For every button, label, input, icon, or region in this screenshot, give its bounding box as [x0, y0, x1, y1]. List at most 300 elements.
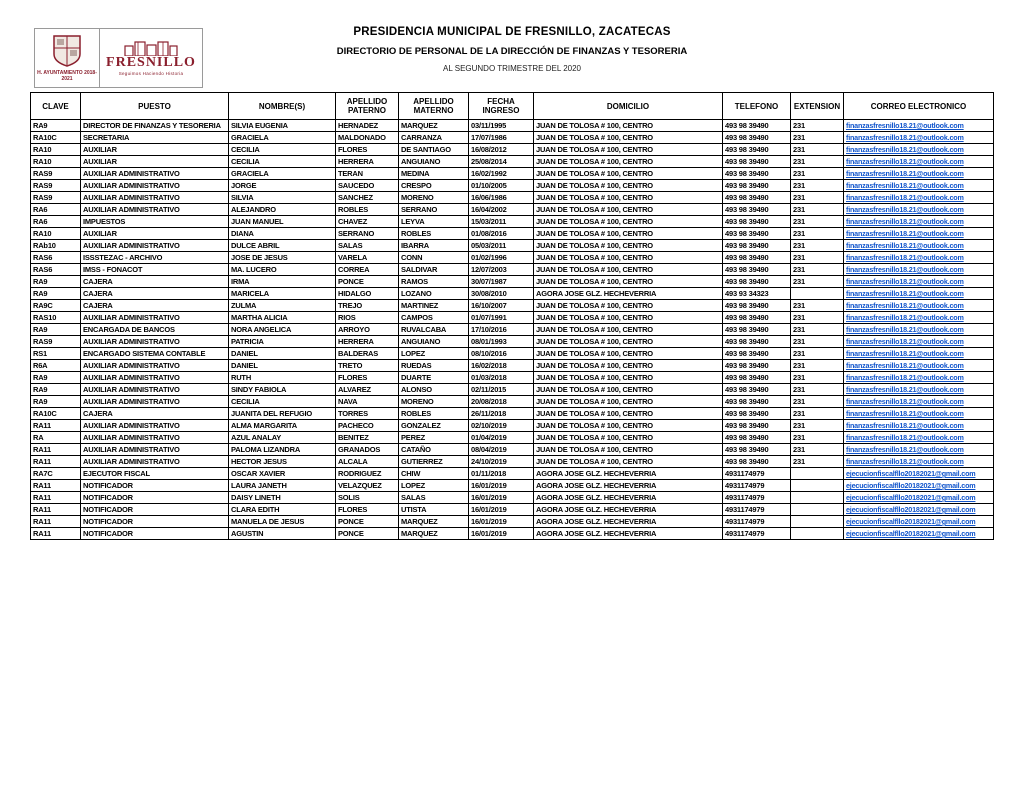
- table-row: [31, 120, 994, 132]
- cell-extension: [791, 492, 844, 504]
- email-link[interactable]: finanzasfresnillo18.21@outlook.com: [846, 457, 964, 466]
- cell-fecha-ingreso: 30/08/2010: [469, 288, 534, 300]
- table-row: [31, 396, 994, 408]
- cell-domicilio: JUAN DE TOLOSA # 100, CENTRO: [534, 372, 723, 384]
- cell-extension: 231: [791, 156, 844, 168]
- cell-clave: RA11: [31, 492, 81, 504]
- cell-apellido-materno: MARQUEZ: [399, 516, 469, 528]
- cell-puesto: AUXILIAR ADMINISTRATIVO: [81, 336, 229, 348]
- email-link[interactable]: finanzasfresnillo18.21@outlook.com: [846, 193, 964, 202]
- cell-telefono: 493 98 39490: [723, 372, 791, 384]
- cell-fecha-ingreso: 26/11/2018: [469, 408, 534, 420]
- cell-clave: RAS6: [31, 264, 81, 276]
- cell-apellido-materno: ANGUIANO: [399, 336, 469, 348]
- cell-telefono: 493 98 39490: [723, 408, 791, 420]
- cell-puesto: NOTIFICADOR: [81, 504, 229, 516]
- cell-correo: [844, 468, 994, 480]
- cell-clave: RAS6: [31, 252, 81, 264]
- cell-puesto: CAJERA: [81, 300, 229, 312]
- cell-apellido-materno: MEDINA: [399, 168, 469, 180]
- cell-extension: 231: [791, 372, 844, 384]
- cell-extension: 231: [791, 456, 844, 468]
- cell-domicilio: JUAN DE TOLOSA # 100, CENTRO: [534, 204, 723, 216]
- cell-domicilio: JUAN DE TOLOSA # 100, CENTRO: [534, 324, 723, 336]
- table-row: [31, 372, 994, 384]
- email-link[interactable]: finanzasfresnillo18.21@outlook.com: [846, 169, 964, 178]
- cell-nombres: IRMA: [229, 276, 336, 288]
- cell-nombres: CECILIA: [229, 156, 336, 168]
- table-row: [31, 276, 994, 288]
- cell-telefono: 493 98 39490: [723, 312, 791, 324]
- cell-apellido-materno: MARQUEZ: [399, 120, 469, 132]
- cell-nombres: MANUELA DE JESUS: [229, 516, 336, 528]
- email-link[interactable]: finanzasfresnillo18.21@outlook.com: [846, 229, 964, 238]
- cell-clave: RA9: [31, 288, 81, 300]
- cell-nombres: DANIEL: [229, 348, 336, 360]
- cell-nombres: DANIEL: [229, 360, 336, 372]
- cell-apellido-materno: ANGUIANO: [399, 156, 469, 168]
- cell-correo: [844, 396, 994, 408]
- cell-telefono: 493 98 39490: [723, 240, 791, 252]
- cell-correo: [844, 264, 994, 276]
- cell-domicilio: JUAN DE TOLOSA # 100, CENTRO: [534, 276, 723, 288]
- email-link[interactable]: ejecucionfiscalfllo20182021@gmail.com: [846, 505, 976, 514]
- cell-correo: [844, 432, 994, 444]
- cell-apellido-materno: LOPEZ: [399, 348, 469, 360]
- cell-nombres: DAISY LINETH: [229, 492, 336, 504]
- cell-extension: [791, 288, 844, 300]
- email-link[interactable]: finanzasfresnillo18.21@outlook.com: [846, 265, 964, 274]
- cell-apellido-paterno: HIDALGO: [336, 288, 399, 300]
- cell-apellido-paterno: TERAN: [336, 168, 399, 180]
- cell-apellido-materno: PEREZ: [399, 432, 469, 444]
- cell-telefono: 493 98 39490: [723, 144, 791, 156]
- email-link[interactable]: finanzasfresnillo18.21@outlook.com: [846, 385, 964, 394]
- cell-apellido-paterno: ALCALA: [336, 456, 399, 468]
- email-link[interactable]: finanzasfresnillo18.21@outlook.com: [846, 157, 964, 166]
- cell-puesto: DIRECTOR DE FINANZAS Y TESORERIA: [81, 120, 229, 132]
- cell-apellido-paterno: SOLIS: [336, 492, 399, 504]
- cell-clave: RA11: [31, 516, 81, 528]
- cell-fecha-ingreso: 16/01/2019: [469, 528, 534, 540]
- table-row: [31, 528, 994, 540]
- cell-puesto: AUXILIAR: [81, 228, 229, 240]
- cell-correo: [844, 384, 994, 396]
- cell-puesto: AUXILIAR ADMINISTRATIVO: [81, 192, 229, 204]
- cell-apellido-paterno: ARROYO: [336, 324, 399, 336]
- cell-nombres: SILVIA EUGENIA: [229, 120, 336, 132]
- cell-telefono: 493 98 39490: [723, 276, 791, 288]
- cell-puesto: AUXILIAR: [81, 156, 229, 168]
- cell-fecha-ingreso: 16/08/2012: [469, 144, 534, 156]
- cell-puesto: AUXILIAR ADMINISTRATIVO: [81, 180, 229, 192]
- cell-correo: [844, 132, 994, 144]
- cell-apellido-paterno: VARELA: [336, 252, 399, 264]
- cell-extension: 231: [791, 276, 844, 288]
- cell-domicilio: AGORA JOSE GLZ. HECHEVERRIA: [534, 528, 723, 540]
- column-header-nombres: NOMBRE(S): [229, 93, 336, 120]
- email-link[interactable]: finanzasfresnillo18.21@outlook.com: [846, 421, 964, 430]
- cell-apellido-paterno: SALAS: [336, 240, 399, 252]
- cell-fecha-ingreso: 01/03/2018: [469, 372, 534, 384]
- email-link[interactable]: finanzasfresnillo18.21@outlook.com: [846, 373, 964, 382]
- cell-apellido-materno: RAMOS: [399, 276, 469, 288]
- cell-telefono: 4931174979: [723, 492, 791, 504]
- table-row: [31, 324, 994, 336]
- email-link[interactable]: finanzasfresnillo18.21@outlook.com: [846, 445, 964, 454]
- cell-domicilio: AGORA JOSE GLZ. HECHEVERRIA: [534, 504, 723, 516]
- cell-fecha-ingreso: 01/02/1996: [469, 252, 534, 264]
- cell-telefono: 493 98 39490: [723, 420, 791, 432]
- cell-clave: RA11: [31, 444, 81, 456]
- cell-apellido-paterno: SERRANO: [336, 228, 399, 240]
- cell-apellido-paterno: FLORES: [336, 372, 399, 384]
- cell-puesto: AUXILIAR ADMINISTRATIVO: [81, 384, 229, 396]
- cell-fecha-ingreso: 17/10/2016: [469, 324, 534, 336]
- cell-telefono: 4931174979: [723, 528, 791, 540]
- cell-apellido-materno: CHIW: [399, 468, 469, 480]
- cell-apellido-paterno: PACHECO: [336, 420, 399, 432]
- cell-clave: RA9: [31, 120, 81, 132]
- table-row: [31, 384, 994, 396]
- email-link[interactable]: finanzasfresnillo18.21@outlook.com: [846, 145, 964, 154]
- cell-clave: RA11: [31, 528, 81, 540]
- cell-apellido-materno: CRESPO: [399, 180, 469, 192]
- cell-correo: [844, 324, 994, 336]
- cell-domicilio: JUAN DE TOLOSA # 100, CENTRO: [534, 180, 723, 192]
- email-link[interactable]: ejecucionfiscalfllo20182021@gmail.com: [846, 469, 976, 478]
- cell-telefono: 493 98 39490: [723, 348, 791, 360]
- cell-apellido-paterno: ROBLES: [336, 204, 399, 216]
- cell-extension: 231: [791, 204, 844, 216]
- cell-nombres: ZULMA: [229, 300, 336, 312]
- cell-extension: [791, 528, 844, 540]
- cell-extension: 231: [791, 324, 844, 336]
- table-row: [31, 492, 994, 504]
- cell-telefono: 493 98 39490: [723, 216, 791, 228]
- cell-clave: RA11: [31, 420, 81, 432]
- cell-apellido-paterno: PONCE: [336, 516, 399, 528]
- email-link[interactable]: ejecucionfiscalfllo20182021@gmail.com: [846, 517, 976, 526]
- cell-clave: RAS9: [31, 180, 81, 192]
- cell-extension: [791, 480, 844, 492]
- cell-nombres: SINDY FABIOLA: [229, 384, 336, 396]
- cell-correo: [844, 516, 994, 528]
- email-link[interactable]: finanzasfresnillo18.21@outlook.com: [846, 181, 964, 190]
- cell-clave: RA11: [31, 456, 81, 468]
- cell-puesto: AUXILIAR ADMINISTRATIVO: [81, 360, 229, 372]
- cell-extension: 231: [791, 264, 844, 276]
- cell-puesto: IMSS - FONACOT: [81, 264, 229, 276]
- table-row: [31, 456, 994, 468]
- cell-apellido-materno: GONZALEZ: [399, 420, 469, 432]
- column-header-domicilio: DOMICILIO: [534, 93, 723, 120]
- email-link[interactable]: finanzasfresnillo18.21@outlook.com: [846, 397, 964, 406]
- table-row: [31, 420, 994, 432]
- cell-puesto: IMPUESTOS: [81, 216, 229, 228]
- cell-extension: 231: [791, 228, 844, 240]
- cell-clave: RA6: [31, 204, 81, 216]
- cell-fecha-ingreso: 16/01/2019: [469, 516, 534, 528]
- cell-apellido-materno: DE SANTIAGO: [399, 144, 469, 156]
- coat-of-arms-caption: H. AYUNTAMIENTO 2018-2021: [37, 70, 97, 82]
- cell-telefono: 493 98 39490: [723, 432, 791, 444]
- cell-fecha-ingreso: 08/10/2016: [469, 348, 534, 360]
- cell-telefono: 493 98 39490: [723, 396, 791, 408]
- cell-correo: [844, 180, 994, 192]
- cell-extension: 231: [791, 168, 844, 180]
- cell-nombres: ALEJANDRO: [229, 204, 336, 216]
- email-link[interactable]: finanzasfresnillo18.21@outlook.com: [846, 433, 964, 442]
- cell-clave: RA10: [31, 156, 81, 168]
- cell-telefono: 493 98 39490: [723, 360, 791, 372]
- cell-fecha-ingreso: 16/06/1986: [469, 192, 534, 204]
- cell-domicilio: JUAN DE TOLOSA # 100, CENTRO: [534, 168, 723, 180]
- cell-correo: [844, 492, 994, 504]
- cell-correo: [844, 216, 994, 228]
- email-link[interactable]: finanzasfresnillo18.21@outlook.com: [846, 205, 964, 214]
- email-link[interactable]: ejecucionfiscalfllo20182021@gmail.com: [846, 529, 976, 538]
- cell-domicilio: JUAN DE TOLOSA # 100, CENTRO: [534, 228, 723, 240]
- cell-apellido-paterno: GRANADOS: [336, 444, 399, 456]
- cell-apellido-materno: RUVALCABA: [399, 324, 469, 336]
- cell-apellido-materno: SERRANO: [399, 204, 469, 216]
- cell-fecha-ingreso: 01/08/2016: [469, 228, 534, 240]
- cell-telefono: 493 98 39490: [723, 336, 791, 348]
- email-link[interactable]: finanzasfresnillo18.21@outlook.com: [846, 217, 964, 226]
- cell-domicilio: JUAN DE TOLOSA # 100, CENTRO: [534, 120, 723, 132]
- cell-telefono: 493 98 39490: [723, 120, 791, 132]
- cell-domicilio: JUAN DE TOLOSA # 100, CENTRO: [534, 348, 723, 360]
- cell-extension: 231: [791, 120, 844, 132]
- cell-correo: [844, 420, 994, 432]
- cell-correo: [844, 240, 994, 252]
- table-row: [31, 216, 994, 228]
- cell-correo: [844, 456, 994, 468]
- email-link[interactable]: finanzasfresnillo18.21@outlook.com: [846, 241, 964, 250]
- email-link[interactable]: finanzasfresnillo18.21@outlook.com: [846, 253, 964, 262]
- cell-correo: [844, 204, 994, 216]
- cell-telefono: 493 98 39490: [723, 156, 791, 168]
- cell-fecha-ingreso: 02/10/2019: [469, 420, 534, 432]
- cell-domicilio: JUAN DE TOLOSA # 100, CENTRO: [534, 264, 723, 276]
- cell-nombres: AGUSTIN: [229, 528, 336, 540]
- cell-clave: RA10: [31, 144, 81, 156]
- cell-telefono: 493 98 39490: [723, 192, 791, 204]
- cell-telefono: 4931174979: [723, 516, 791, 528]
- table-row: [31, 312, 994, 324]
- cell-clave: RA9: [31, 384, 81, 396]
- cell-nombres: NORA ANGELICA: [229, 324, 336, 336]
- page-period: AL SEGUNDO TRIMESTRE DEL 2020: [443, 64, 581, 73]
- table-row: [31, 360, 994, 372]
- cell-puesto: NOTIFICADOR: [81, 528, 229, 540]
- cell-domicilio: JUAN DE TOLOSA # 100, CENTRO: [534, 408, 723, 420]
- cell-apellido-paterno: RODRIGUEZ: [336, 468, 399, 480]
- cell-puesto: AUXILIAR ADMINISTRATIVO: [81, 240, 229, 252]
- cell-clave: RAS10: [31, 312, 81, 324]
- cell-nombres: DULCE ABRIL: [229, 240, 336, 252]
- cell-clave: RA10C: [31, 408, 81, 420]
- cell-apellido-materno: LEYVA: [399, 216, 469, 228]
- column-header-puesto: PUESTO: [81, 93, 229, 120]
- cell-extension: 231: [791, 396, 844, 408]
- cell-clave: RS1: [31, 348, 81, 360]
- cell-clave: RAS9: [31, 168, 81, 180]
- cell-puesto: CAJERA: [81, 276, 229, 288]
- cell-domicilio: JUAN DE TOLOSA # 100, CENTRO: [534, 396, 723, 408]
- cell-apellido-materno: GUTIERREZ: [399, 456, 469, 468]
- cell-apellido-paterno: MALDONADO: [336, 132, 399, 144]
- cell-nombres: HECTOR JESUS: [229, 456, 336, 468]
- cell-nombres: LAURA JANETH: [229, 480, 336, 492]
- cell-domicilio: JUAN DE TOLOSA # 100, CENTRO: [534, 420, 723, 432]
- cell-puesto: ENCARGADA DE BANCOS: [81, 324, 229, 336]
- cell-nombres: JUAN MANUEL: [229, 216, 336, 228]
- cell-domicilio: AGORA JOSE GLZ. HECHEVERRIA: [534, 516, 723, 528]
- cell-nombres: JUANITA DEL REFUGIO: [229, 408, 336, 420]
- cell-telefono: 493 98 39490: [723, 264, 791, 276]
- cell-fecha-ingreso: 01/10/2005: [469, 180, 534, 192]
- cell-fecha-ingreso: 16/02/2018: [469, 360, 534, 372]
- cell-correo: [844, 408, 994, 420]
- cell-apellido-materno: UTISTA: [399, 504, 469, 516]
- email-link[interactable]: ejecucionfiscalfllo20182021@gmail.com: [846, 493, 976, 502]
- cell-apellido-materno: CATAÑO: [399, 444, 469, 456]
- cell-telefono: 493 98 39490: [723, 204, 791, 216]
- cell-apellido-materno: CARRANZA: [399, 132, 469, 144]
- email-link[interactable]: finanzasfresnillo18.21@outlook.com: [846, 349, 964, 358]
- cell-extension: [791, 468, 844, 480]
- cell-apellido-paterno: HERNADEZ: [336, 120, 399, 132]
- email-link[interactable]: finanzasfresnillo18.21@outlook.com: [846, 337, 964, 346]
- cell-domicilio: JUAN DE TOLOSA # 100, CENTRO: [534, 444, 723, 456]
- cell-correo: [844, 120, 994, 132]
- cell-puesto: AUXILIAR ADMINISTRATIVO: [81, 372, 229, 384]
- table-row: [31, 132, 994, 144]
- cell-correo: [844, 228, 994, 240]
- cell-apellido-paterno: FLORES: [336, 144, 399, 156]
- cell-correo: [844, 288, 994, 300]
- cell-clave: RA9: [31, 372, 81, 384]
- cell-fecha-ingreso: 12/07/2003: [469, 264, 534, 276]
- cell-clave: RAS9: [31, 336, 81, 348]
- cell-extension: 231: [791, 408, 844, 420]
- cell-domicilio: JUAN DE TOLOSA # 100, CENTRO: [534, 300, 723, 312]
- cell-correo: [844, 528, 994, 540]
- cell-domicilio: JUAN DE TOLOSA # 100, CENTRO: [534, 336, 723, 348]
- column-header-apellido-materno: APELLIDO MATERNO: [399, 93, 469, 120]
- cell-fecha-ingreso: 16/01/2019: [469, 504, 534, 516]
- table-row: [31, 432, 994, 444]
- page-title: PRESIDENCIA MUNICIPAL DE FRESNILLO, ZACATECAS: [353, 26, 671, 38]
- cell-apellido-materno: ROBLES: [399, 228, 469, 240]
- email-link[interactable]: finanzasfresnillo18.21@outlook.com: [846, 277, 964, 286]
- cell-apellido-paterno: NAVA: [336, 396, 399, 408]
- cell-fecha-ingreso: 05/03/2011: [469, 240, 534, 252]
- email-link[interactable]: finanzasfresnillo18.21@outlook.com: [846, 121, 964, 130]
- cell-nombres: PALOMA LIZANDRA: [229, 444, 336, 456]
- cell-apellido-materno: IBARRA: [399, 240, 469, 252]
- cell-telefono: 493 98 39490: [723, 324, 791, 336]
- cell-fecha-ingreso: 16/01/2019: [469, 480, 534, 492]
- cell-apellido-paterno: CORREA: [336, 264, 399, 276]
- table-row: [31, 300, 994, 312]
- cell-correo: [844, 192, 994, 204]
- cell-apellido-paterno: PONCE: [336, 276, 399, 288]
- cell-correo: [844, 168, 994, 180]
- cell-clave: RA11: [31, 504, 81, 516]
- cell-apellido-materno: SALDIVAR: [399, 264, 469, 276]
- cell-correo: [844, 360, 994, 372]
- cell-domicilio: JUAN DE TOLOSA # 100, CENTRO: [534, 132, 723, 144]
- cell-nombres: JORGE: [229, 180, 336, 192]
- cell-puesto: AUXILIAR ADMINISTRATIVO: [81, 312, 229, 324]
- email-link[interactable]: finanzasfresnillo18.21@outlook.com: [846, 361, 964, 370]
- cell-fecha-ingreso: 03/11/1995: [469, 120, 534, 132]
- cell-correo: [844, 276, 994, 288]
- cell-clave: RA6: [31, 216, 81, 228]
- email-link[interactable]: finanzasfresnillo18.21@outlook.com: [846, 325, 964, 334]
- cell-clave: RA10C: [31, 132, 81, 144]
- cell-clave: RA9C: [31, 300, 81, 312]
- table-row: [31, 480, 994, 492]
- cell-clave: RA10: [31, 228, 81, 240]
- cell-telefono: 4931174979: [723, 468, 791, 480]
- document-header: [0, 26, 1024, 73]
- table-row: [31, 144, 994, 156]
- cell-fecha-ingreso: 08/04/2019: [469, 444, 534, 456]
- cell-extension: 231: [791, 348, 844, 360]
- cell-domicilio: JUAN DE TOLOSA # 100, CENTRO: [534, 252, 723, 264]
- cell-telefono: 493 98 39490: [723, 180, 791, 192]
- cell-puesto: AUXILIAR ADMINISTRATIVO: [81, 396, 229, 408]
- cell-apellido-materno: MARTINEZ: [399, 300, 469, 312]
- cell-correo: [844, 504, 994, 516]
- email-link[interactable]: finanzasfresnillo18.21@outlook.com: [846, 301, 964, 310]
- table-row: [31, 336, 994, 348]
- email-link[interactable]: finanzasfresnillo18.21@outlook.com: [846, 289, 964, 298]
- cell-fecha-ingreso: 02/11/2015: [469, 384, 534, 396]
- column-header-clave: CLAVE: [31, 93, 81, 120]
- table-row: [31, 180, 994, 192]
- cell-extension: 231: [791, 300, 844, 312]
- cell-telefono: 493 98 39490: [723, 384, 791, 396]
- cell-puesto: AUXILIAR ADMINISTRATIVO: [81, 204, 229, 216]
- email-link[interactable]: finanzasfresnillo18.21@outlook.com: [846, 133, 964, 142]
- cell-apellido-paterno: FLORES: [336, 504, 399, 516]
- table-row: [31, 192, 994, 204]
- cell-domicilio: JUAN DE TOLOSA # 100, CENTRO: [534, 144, 723, 156]
- cell-apellido-materno: CONN: [399, 252, 469, 264]
- email-link[interactable]: ejecucionfiscalfllo20182021@gmail.com: [846, 481, 976, 490]
- table-row: [31, 516, 994, 528]
- email-link[interactable]: finanzasfresnillo18.21@outlook.com: [846, 409, 964, 418]
- cell-fecha-ingreso: 16/01/2019: [469, 492, 534, 504]
- cell-extension: 231: [791, 336, 844, 348]
- cell-extension: 231: [791, 360, 844, 372]
- cell-correo: [844, 348, 994, 360]
- email-link[interactable]: finanzasfresnillo18.21@outlook.com: [846, 313, 964, 322]
- cell-nombres: JOSE DE JESUS: [229, 252, 336, 264]
- table-row: [31, 240, 994, 252]
- cell-domicilio: AGORA JOSE GLZ. HECHEVERRIA: [534, 492, 723, 504]
- cell-apellido-paterno: RIOS: [336, 312, 399, 324]
- table-row: [31, 168, 994, 180]
- cell-nombres: CECILIA: [229, 144, 336, 156]
- cell-extension: [791, 516, 844, 528]
- cell-nombres: DIANA: [229, 228, 336, 240]
